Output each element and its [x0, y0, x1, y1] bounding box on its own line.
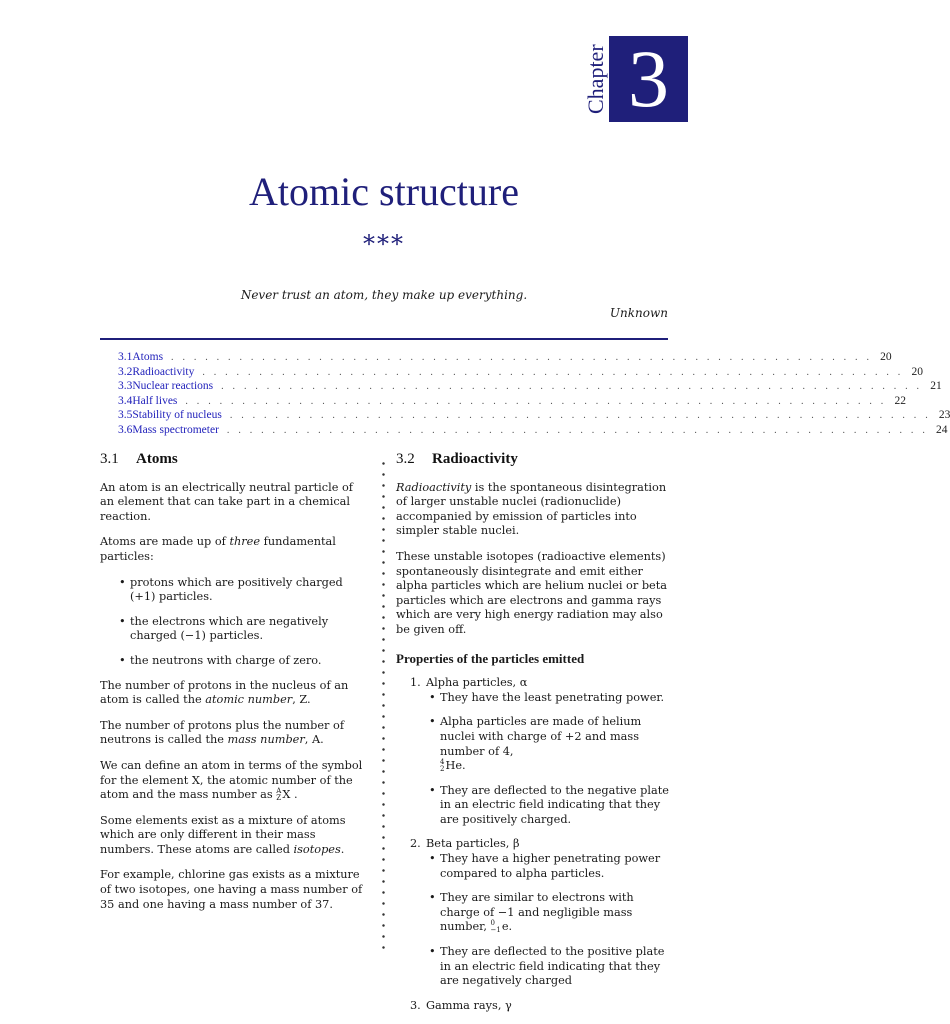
atomic-number: Z [276, 794, 282, 803]
toc-title[interactable]: Stability of nucleus [132, 409, 222, 422]
chapter-label: Chapter [583, 44, 608, 114]
section-atoms [100, 452, 370, 923]
item-number: 2. [410, 837, 421, 851]
section-number: 3.2 [396, 451, 415, 467]
toc-entry-nuclear-reactions[interactable] [118, 379, 942, 394]
gamma-item [396, 999, 670, 1014]
emphasis: three [229, 535, 261, 549]
text-run: The number of protons plus the number of neutrons is called the [100, 718, 345, 747]
text-run: Alpha particles are made of helium nuclei with charge of +2 and mass number of 4, [440, 715, 642, 758]
text-run: fundamental particles: [100, 535, 336, 563]
subsection-heading: Properties of the particles emitted [396, 650, 585, 666]
emphasis: Radioactivity [396, 480, 472, 494]
text-run: They are similar to electrons with charge of −1 and negligible mass number, [440, 891, 634, 934]
emphasis: isotopes [293, 842, 341, 856]
alpha-item [396, 676, 670, 827]
element-symbol: e. [501, 920, 513, 934]
toc-number: 3.5 [118, 409, 133, 422]
item-label: Alpha particles, α [426, 676, 528, 690]
list-item: • They have the least penetrating power. [440, 691, 670, 706]
ornament: *** [363, 230, 405, 258]
list-item: • protons which are positively charged (+1) particles. [130, 576, 370, 605]
toc-page: 21 [930, 380, 942, 393]
toc-page: 20 [880, 351, 892, 363]
mass-number: A [276, 787, 282, 796]
section-title: Atoms [136, 451, 178, 467]
beta-properties [410, 852, 670, 989]
toc-page: 22 [894, 394, 907, 407]
toc-leader: . . . . . . . . . . . . . . . . . . . . . . . . . . . . . . . . . . . . . . . . . . . . . . . . . . . . . . . . . . . . . . [185, 395, 887, 407]
text-run: . [340, 842, 345, 856]
toc-page: 23 [938, 409, 950, 422]
item-number: 1. [410, 676, 421, 690]
toc-leader: . . . . . . . . . . . . . . . . . . . . . . . . . . . . . . . . . . . . . . . . . . . . . . . . . . . . . . . . . . . . . . [202, 366, 904, 378]
toc-leader: . . . . . . . . . . . . . . . . . . . . . . . . . . . . . . . . . . . . . . . . . . . . . . . . . . . . . . . . . . . . . . [221, 381, 923, 393]
section-title: Radioactivity [432, 451, 518, 467]
text-run: , Z. [292, 693, 311, 707]
list-item: • They are deflected to the negative plate in an electric field indicating that they are positively charged. [440, 784, 670, 828]
alpha-properties [410, 691, 670, 828]
paragraph: These unstable isotopes (radioactive elements) spontaneously disintegrate and emit either alpha particles which are helium nuclei or beta particles which are electrons and gamma rays which are very high energy radiation may also be given off. [396, 549, 668, 636]
paragraph [100, 814, 370, 858]
toc-entry-radioactivity[interactable] [118, 365, 923, 380]
toc-number: 3.3 [118, 380, 133, 393]
emphasis: atomic number [205, 693, 293, 707]
chapter-number: 3 [609, 36, 688, 122]
paragraph: An atom is an electrically neutral particle of an element that can take part in a chemical reaction. [100, 480, 353, 523]
text-run: Atoms are made up of [100, 535, 230, 549]
toc-number: 3.2 [118, 365, 133, 378]
toc-entry-half-lives[interactable] [118, 394, 907, 409]
toc-entry-stability-of-nucleus[interactable] [118, 408, 950, 423]
paragraph [100, 759, 370, 803]
paragraph [396, 481, 670, 539]
section-heading [396, 452, 670, 467]
text-run: is the spontaneous disintegration of larger unstable nuclei (radionuclide) accompanied by emission of particles into simpler stable nuclei. [396, 480, 667, 538]
toc-number: 3.4 [118, 394, 133, 407]
text-run: Some elements exist as a mixture of atoms which are only different in their mass numbers. These atoms are called [100, 813, 346, 856]
list-item [440, 891, 670, 935]
isotope-notation [491, 920, 501, 934]
section-heading [100, 452, 370, 467]
atomic-number: 2 [440, 765, 445, 774]
section-number: 3.1 [100, 451, 119, 467]
text-run: , A. [304, 733, 324, 747]
emphasis: mass number [227, 733, 305, 747]
toc-title[interactable]: Mass spectrometer [132, 423, 219, 436]
paragraph [100, 679, 370, 708]
paragraph [100, 719, 370, 748]
toc-leader: . . . . . . . . . . . . . . . . . . . . . . . . . . . . . . . . . . . . . . . . . . . . . . . . . . . . . . . . . . . . . . [226, 424, 929, 436]
epigraph-quote: Never trust an atom, they make up everything. [240, 288, 528, 302]
title-rule [100, 338, 668, 340]
toc-title[interactable]: Nuclear reactions [132, 380, 214, 393]
toc-leader: . . . . . . . . . . . . . . . . . . . . . . . . . . . . . . . . . . . . . . . . . . . . . . . . . . . . . . . . . . . . . . [171, 352, 873, 363]
toc-entry-atoms[interactable] [118, 350, 892, 365]
element-symbol: He. [445, 759, 466, 773]
particle-list [100, 576, 370, 669]
isotope-notation [276, 788, 281, 802]
toc-leader: . . . . . . . . . . . . . . . . . . . . . . . . . . . . . . . . . . . . . . . . . . . . . . . . . . . . . . . . . . . . . . [229, 410, 931, 422]
item-label: Gamma rays, γ [426, 998, 512, 1012]
toc-page: 24 [936, 423, 948, 436]
beta-item [396, 837, 670, 988]
list-item: • the neutrons with charge of zero. [130, 654, 370, 669]
atomic-number: −1 [490, 926, 501, 935]
toc-number: 3.6 [118, 423, 133, 436]
epigraph-author: Unknown [609, 306, 668, 320]
section-radioactivity [396, 452, 670, 1023]
list-item: • the electrons which are negatively charged (−1) particles. [130, 615, 370, 644]
toc-title[interactable]: Atoms [132, 351, 164, 363]
table-of-contents [118, 350, 950, 438]
text-run: We can define an atom in terms of the symbol for the element X, the atomic number of the atom and the mass number as [100, 758, 363, 802]
mass-number: 4 [440, 758, 445, 767]
toc-number: 3.1 [118, 351, 133, 363]
toc-title[interactable]: Radioactivity [132, 365, 195, 378]
toc-title[interactable]: Half lives [132, 394, 178, 407]
column-divider [382, 458, 385, 950]
text-run: The number of protons in the nucleus of an atom is called the [100, 678, 349, 707]
toc-entry-mass-spectrometer[interactable] [118, 423, 948, 438]
list-item: • They are deflected to the positive plate in an electric field indicating that they are negatively charged [440, 945, 670, 989]
isotope-notation [440, 759, 444, 773]
toc-page: 20 [911, 365, 923, 378]
element-symbol: X . [282, 788, 298, 802]
paragraph: For example, chlorine gas exists as a mixture of two isotopes, one having a mass number of 35 and one having a mass number of 37. [100, 868, 363, 911]
mass-number: 0 [490, 919, 495, 928]
list-item: • They have a higher penetrating power compared to alpha particles. [440, 852, 670, 881]
paragraph [100, 535, 370, 564]
list-item [440, 715, 670, 773]
item-number: 3. [410, 998, 421, 1012]
chapter-title: Atomic structure [249, 169, 519, 214]
item-label: Beta particles, β [426, 837, 520, 851]
